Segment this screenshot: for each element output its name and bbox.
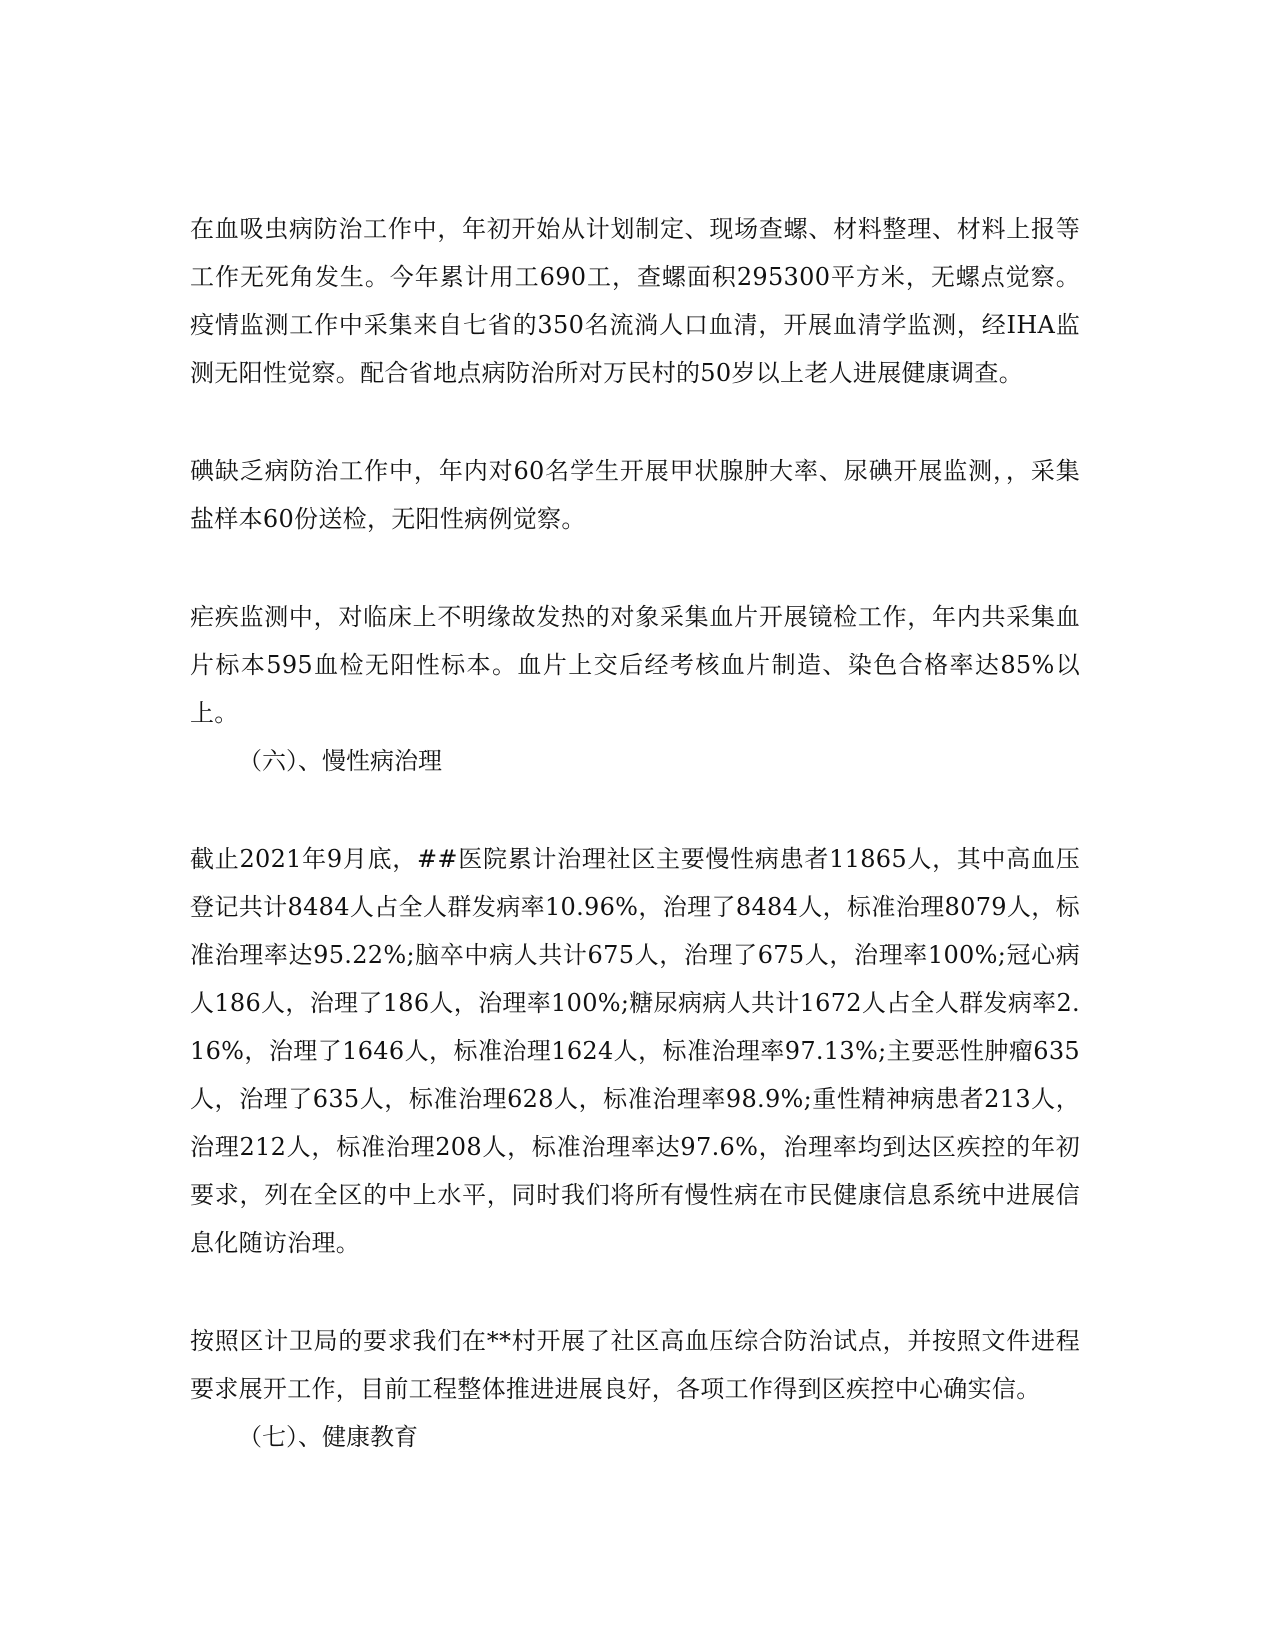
paragraph-chronic-disease: 截止2021年9月底，##医院累计治理社区主要慢性病患者11865人，其中高血压登记共计8484人占全人群发病率10.96%，治理了8484人，标准治理8079人，标准治理率达95.22%;脑卒中病人共计675人，治理了675人，治理率100%;冠心病人186人，治理了186人，治理率100%;糖尿病病人共计1672人占全人群发病率2.16%，治理了1646人，标准治理1624人，标准治理率97.13%;主要恶性肿瘤635人，治理了635人，标准治理628人，标准治理率98.9%;重性精神病患者213人，治理212人，标准治理208人，标准治理率达97.6%，治理率均到达区疾控的年初要求，列在全区的中上水平，同时我们将所有慢性病在市民健康信息系统中进展信息化随访治理。: [190, 845, 1080, 1257]
section-heading-seven: （七）、健康教育: [238, 1423, 418, 1451]
paragraph-iodine-deficiency: 碘缺乏病防治工作中，年内对60名学生开展甲状腺肿大率、尿碘开展监测，，采集盐样本60份送检，无阳性病例觉察。: [190, 457, 1080, 533]
document-body: [190, 205, 1080, 1461]
paragraph-gap: [190, 397, 1080, 447]
paragraph-gap: [190, 543, 1080, 593]
paragraph-hypertension-pilot: 按照区计卫局的要求我们在**村开展了社区高血压综合防治试点，并按照文件进程要求展开工作，目前工程整体推进进展良好，各项工作得到区疾控中心确实信。: [190, 1327, 1080, 1403]
paragraph-schistosomiasis: 在血吸虫病防治工作中，年初开始从计划制定、现场查螺、材料整理、材料上报等工作无死角发生。今年累计用工690工，查螺面积295300平方米，无螺点觉察。疫情监测工作中采集来自七省的350名流淌人口血清，开展血清学监测，经IHA监测无阳性觉察。配合省地点病防治所对万民村的50岁以上老人进展健康调查。: [190, 215, 1080, 387]
section-heading-six: （六）、慢性病治理: [238, 747, 442, 775]
paragraph-gap: [190, 1267, 1080, 1317]
paragraph-malaria: 疟疾监测中，对临床上不明缘故发热的对象采集血片开展镜检工作，年内共采集血片标本595血检无阳性标本。血片上交后经考核血片制造、染色合格率达85%以上。: [190, 603, 1080, 727]
paragraph-gap: [190, 785, 1080, 835]
